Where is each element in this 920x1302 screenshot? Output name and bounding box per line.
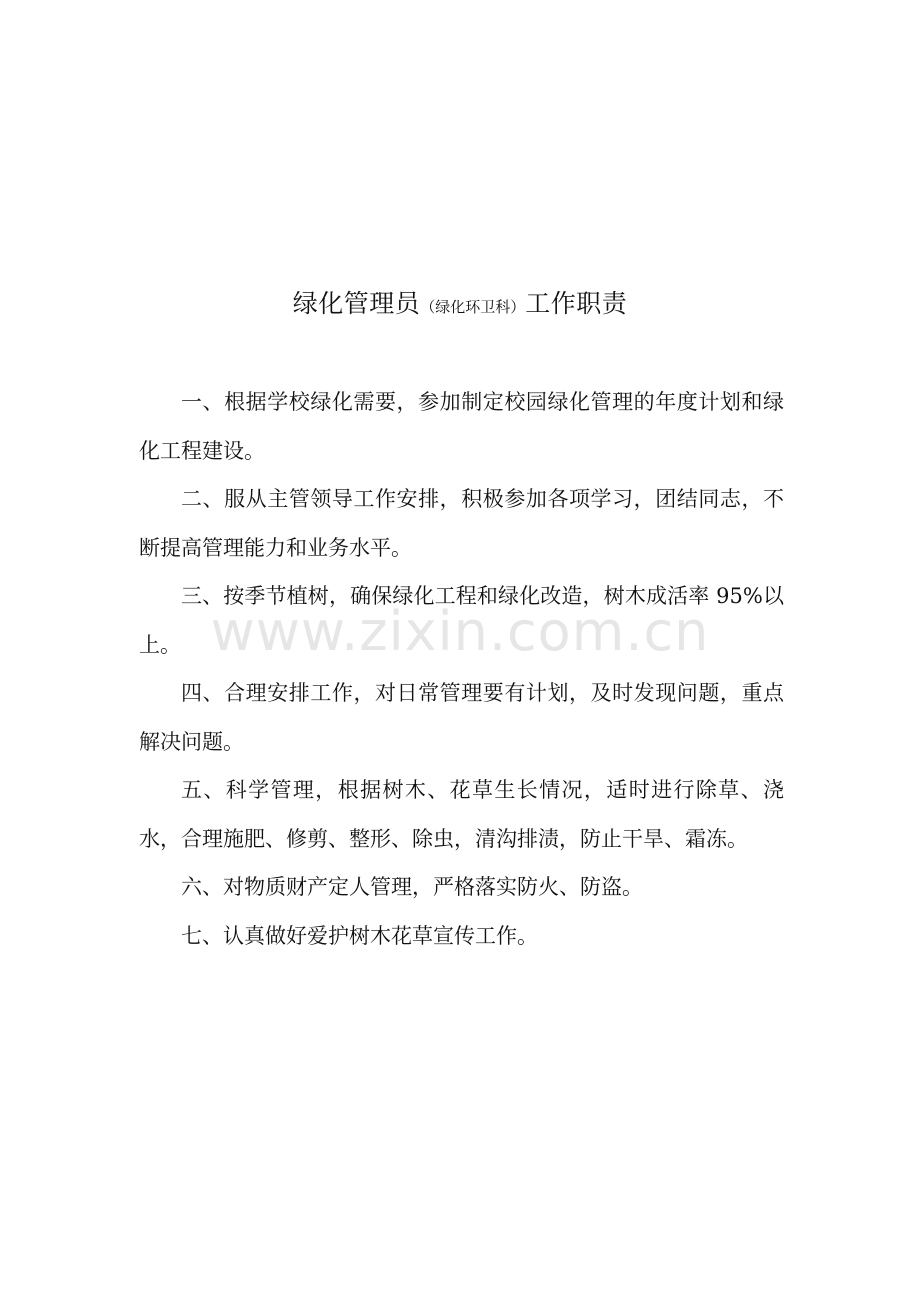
title-main-part-2: 工作职责	[525, 289, 628, 318]
duty-paragraph-3: 三、按季节植树，确保绿化工程和绿化改造，树木成活率 95%以上。	[139, 584, 784, 657]
document-title	[0, 284, 920, 320]
duty-paragraph-1: 一、根据学校绿化需要，参加制定校园绿化管理的年度计划和绿化工程建设。	[139, 390, 784, 463]
duty-paragraph-7: 七、认真做好爱护树木花草宣传工作。	[181, 923, 538, 948]
duty-paragraph-4: 四、合理安排工作，对日常管理要有计划，及时发现问题，重点解决问题。	[139, 681, 784, 754]
watermark: www.zixin.com.cn	[210, 600, 710, 663]
title-main-part-1: 绿化管理员	[292, 289, 421, 318]
title-department: （绿化环卫科）	[420, 298, 526, 316]
duty-paragraph-6: 六、对物质财产定人管理，严格落实防火、防盗。	[181, 875, 643, 899]
document-body	[139, 378, 784, 960]
duty-paragraph-5: 五、科学管理，根据树木、花草生长情况，适时进行除草、浇水，合理施肥、修剪、整形、除虫，清沟排渍，防止干旱、霜冻。	[139, 778, 784, 851]
duty-paragraph-2: 二、服从主管领导工作安排，积极参加各项学习，团结同志，不断提高管理能力和业务水平。	[139, 487, 784, 560]
